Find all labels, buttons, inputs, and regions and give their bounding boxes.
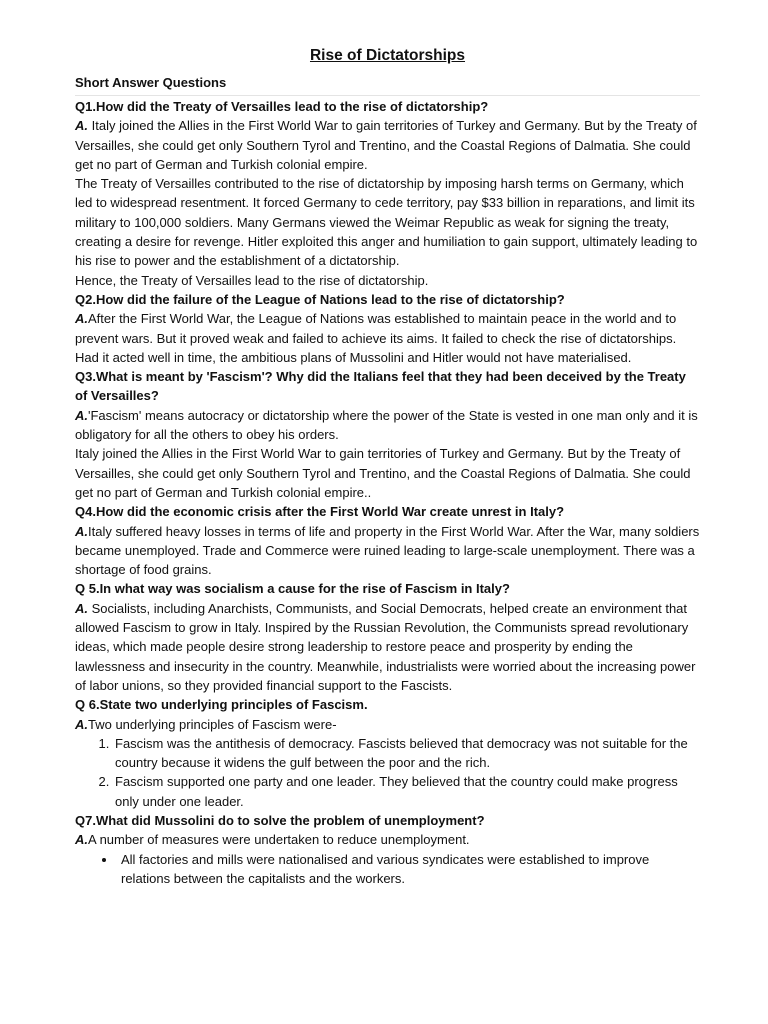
qa-block-q2 <box>75 290 700 367</box>
numbered-list <box>75 734 700 811</box>
document-page <box>75 44 700 888</box>
question-text: Q3.What is meant by 'Fascism'? Why did the Italians feel that they had been deceived by the Treaty of Versailles? <box>75 369 686 404</box>
answer-body: A number of measures were undertaken to reduce unemployment. <box>88 832 470 848</box>
qa-block-q3 <box>75 367 700 502</box>
qa-block-q6 <box>75 695 700 811</box>
answer-paragraph: The Treaty of Versailles contributed to the rise of dictatorship by imposing harsh terms on Germany, which led to widespread resentment. It forced Germany to cede territory, pay $33 billion in reparations, and limit its military to 100,000 soldiers. Many Germans viewed the Weimar Republic as weak for signing the treaty, creating a desire for revenge. Hitler exploited this anger and humiliation to gain support, ultimately leading to his rise to power and the establishment of a dictatorship. <box>75 176 698 269</box>
question-text: Q4.How did the economic crisis after the First World War create unrest in Italy? <box>75 504 565 520</box>
question-text: Q7.What did Mussolini do to solve the problem of unemployment? <box>75 812 485 828</box>
answer-paragraph: Hence, the Treaty of Versailles lead to the rise of dictatorship. <box>75 272 429 288</box>
question-text: Q 5.In what way was socialism a cause for the rise of Fascism in Italy? <box>75 581 510 597</box>
answer-text <box>75 522 700 580</box>
document-title: Rise of Dictatorships <box>309 47 466 64</box>
answer-body: Italy joined the Allies in the First World War to gain territories of Turkey and Germany. But by the Treaty of Versailles, she could get only Southern Tyrol and Trentino, and the Coastal Regions of Dalmatia. She could get no part of German and Turkish colonial empire. <box>75 118 697 172</box>
question-text: Q1.How did the Treaty of Versailles lead to the rise of dictatorship? <box>75 99 489 114</box>
bullet-list <box>75 850 700 889</box>
answer-text <box>75 116 700 174</box>
question-text: Q 6.State two underlying principles of Fascism. <box>75 697 368 713</box>
answer-text <box>75 830 700 849</box>
list-item: 1. Fascism was the antithesis of democracy. Fascists believed that democracy was not suitable for the country because it widens the gulf between the poor and the rich. <box>113 734 700 773</box>
qa-block-q4 <box>75 502 700 579</box>
qa-block-q5 <box>75 579 700 695</box>
answer-label: A. <box>75 600 88 616</box>
answer-text <box>75 715 700 734</box>
answer-label: A. <box>75 832 88 848</box>
answer-label: A. <box>75 716 88 732</box>
answer-text <box>75 599 700 695</box>
answer-body: 'Fascism' means autocracy or dictatorship where the power of the State is vested in one man only and it is obligatory for all the others to obey his orders. <box>75 407 698 443</box>
answer-text <box>75 406 700 445</box>
list-item: • All factories and mills were nationalised and various syndicates were established to improve relations between the capitalists and the workers. <box>117 850 700 889</box>
question-text: Q2.How did the failure of the League of Nations lead to the rise of dictatorship? <box>75 291 565 307</box>
answer-text <box>75 309 700 367</box>
divider <box>75 95 700 96</box>
answer-label: A. <box>75 523 88 539</box>
answer-label: A. <box>75 311 88 327</box>
answer-paragraph: Italy joined the Allies in the First World War to gain territories of Turkey and Germany. But by the Treaty of Versailles, she could get only Southern Tyrol and Trentino, and the Coastal Regions of Dalmatia. She could get no part of German and Turkish colonial empire.. <box>75 446 691 500</box>
answer-label: A. <box>75 118 88 134</box>
answer-body: Two underlying principles of Fascism were- <box>88 716 337 732</box>
answer-body: Italy suffered heavy losses in terms of life and property in the First World War. After the War, many soldiers became unemployed. Trade and Commerce were ruined leading to large-scale unemployment. There was a shortage of food grains. <box>75 523 700 578</box>
section-subtitle: Short Answer Questions <box>75 75 227 90</box>
qa-block-q1 <box>75 97 700 290</box>
answer-label: A. <box>75 407 88 423</box>
answer-body: After the First World War, the League of Nations was established to maintain peace in the world and to prevent wars. But it proved weak and failed to achieve its aims. It failed to check the rise of dictatorships. Had it acted well in time, the ambitious plans of Mussolini and Hitler would not have materialised. <box>75 311 677 365</box>
list-item: 2. Fascism supported one party and one leader. They believed that the country could make progress only under one leader. <box>113 772 700 811</box>
qa-block-q7 <box>75 811 700 888</box>
answer-body: Socialists, including Anarchists, Communists, and Social Democrats, helped create an environment that allowed Fascism to grow in Italy. Inspired by the Russian Revolution, the Communists spread revolutionary ideas, which made people desire strong leadership to restore peace and prosperity by ending the lawlessness and insecurity in the country. Meanwhile, industrialists were worried about the increasing power of labor unions, so they provided financial support to the Fascists. <box>75 600 696 693</box>
